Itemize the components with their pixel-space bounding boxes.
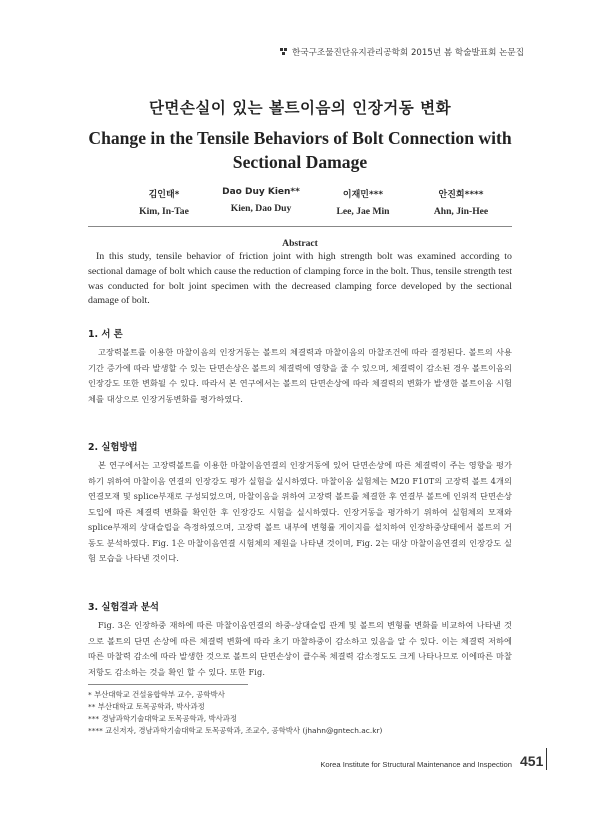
title-korean: 단면손실이 있는 볼트이음의 인장거동 변화: [148, 99, 452, 117]
journal-header: [280, 46, 570, 58]
section-text: Fig. 3은 인장하중 재하에 따른 마찰이음연결의 하중-상대슬립 관계 및 볼트의 변형률 변화를 비교하여 나타낸 것으로 볼트의 단면 손상에 따른 체결력 변화에 따라 초기 마찰하중이 감소하고 있음을 알 수 있다. 이는 체결력 저하에 따른 마찰력 감소에 따라 발생한 것으로 볼트의 단면손상이 클수록 체결력 감소정도도 크게 나타나므로 이에따른 마찰저항도 감소하는 것을 확인 할 수 있다. 또한 Fig.: [88, 620, 512, 677]
footnote: *** 경남과학기술대학교 토목공학과, 박사과정: [88, 714, 238, 723]
section-body: [88, 458, 512, 567]
page-number: 451: [520, 753, 544, 769]
section-heading: 1. 서 론: [88, 329, 123, 340]
footnote-divider: [88, 684, 248, 685]
journal-name: 한국구조물진단유지관리공학회 2015년 봄 학술발표회 논문집: [292, 48, 525, 58]
author-name-ko: 안진희****: [438, 190, 484, 200]
abstract-body: [88, 250, 512, 309]
abstract-heading: Abstract: [282, 238, 318, 249]
footer-institute: Korea Institute for Structural Maintenance and Inspection: [320, 760, 512, 769]
author-name-ko: Dao Duy Kien**: [222, 187, 300, 197]
divider: [88, 226, 512, 227]
author-name-en: Lee, Jae Min: [336, 206, 390, 217]
page-bar: [546, 748, 547, 770]
author-name-ko: 이재민***: [342, 190, 384, 200]
author-4: [396, 187, 526, 217]
section-text: 본 연구에서는 고장력볼트를 이용한 마찰이음연결의 인장거동에 있어 단면손상에 따른 체결력이 주는 영향을 평가하기 위하여 마찰이음 연결의 인장강도 평가 실험을 실시하였다. 마찰이음 실험체는 M20 F10T의 고장력 볼트 4개의 연결모재 및 splice부재로 구성되었으며, 마찰이음을 위하여 고장력 볼트를 체결한 후 연결부 볼트에 인위적 단면손상 도입에 따른 체결력 변화를 확인한 후 인장강도 시험을 실시하였다. 인장거동을 평가하기 위하여 실험체의 모재와 splice부재의 상대슬립을 측정하였으며, 고장력 볼트 내부에 변형률 게이지를 설치하여 인장하중상태에서 볼트의 거동도 분석하였다. Fig. 1은 마찰이음연결 시험체의 제원을 나타낸 것이며, Fig. 2는 대상 마찰이음연결의 인장강도 실험 모습을 나타낸 것이다.: [88, 460, 512, 563]
footnote: * 부산대학교 건설융합학부 교수, 공학박사: [88, 690, 225, 699]
author-name-en: Kim, In-Tae: [139, 206, 189, 217]
footnote: **** 교신저자, 경남과학기술대학교 토목공학과, 조교수, 공학박사 (jhahn@gntech.ac.kr): [88, 726, 383, 735]
footnote: ** 부산대학교 토목공학과, 박사과정: [88, 702, 205, 711]
author-name-en: Kien, Dao Duy: [230, 203, 292, 214]
footnotes: [88, 689, 382, 737]
title-english: Change in the Tensile Behaviors of Bolt Connection with Sectional Damage: [88, 128, 512, 172]
section-text: 고장력볼트를 이용한 마찰이음의 인장거동는 볼트의 체결력과 마찰이음의 마찰조건에 따라 결정된다. 볼트의 사용기간 증가에 따라 발생할 수 있는 단면손상은 볼트의 체결력에 영향을 줄 수 있으며, 체결력이 감소된 경우 볼트이음의 인장강도 또한 변화될 수 있다. 따라서 본 연구에서는 볼트의 단면손상에 따라 체결력의 변화가 발생한 볼트이음 시험체를 대상으로 인장거동변화를 평가하였다.: [88, 347, 512, 404]
author-name-ko: 김인태*: [148, 190, 180, 200]
leaf-icon: [280, 48, 288, 56]
section-heading: 3. 실험결과 분석: [88, 602, 159, 613]
section-body: [88, 345, 512, 407]
abstract-text: In this study, tensile behavior of friction joint with high strength bolt was examined according to sectional damage of bolt which cause the reduction of clamping force in the bolt. Thus, tensile strength test was conducted for bolt joint specimen with the decreased clamping force developed by the sectional damage of bolt.: [88, 251, 512, 307]
section-body: [88, 618, 512, 680]
author-name-en: Ahn, Jin-Hee: [433, 206, 489, 217]
section-heading: 2. 실험방법: [88, 442, 138, 453]
